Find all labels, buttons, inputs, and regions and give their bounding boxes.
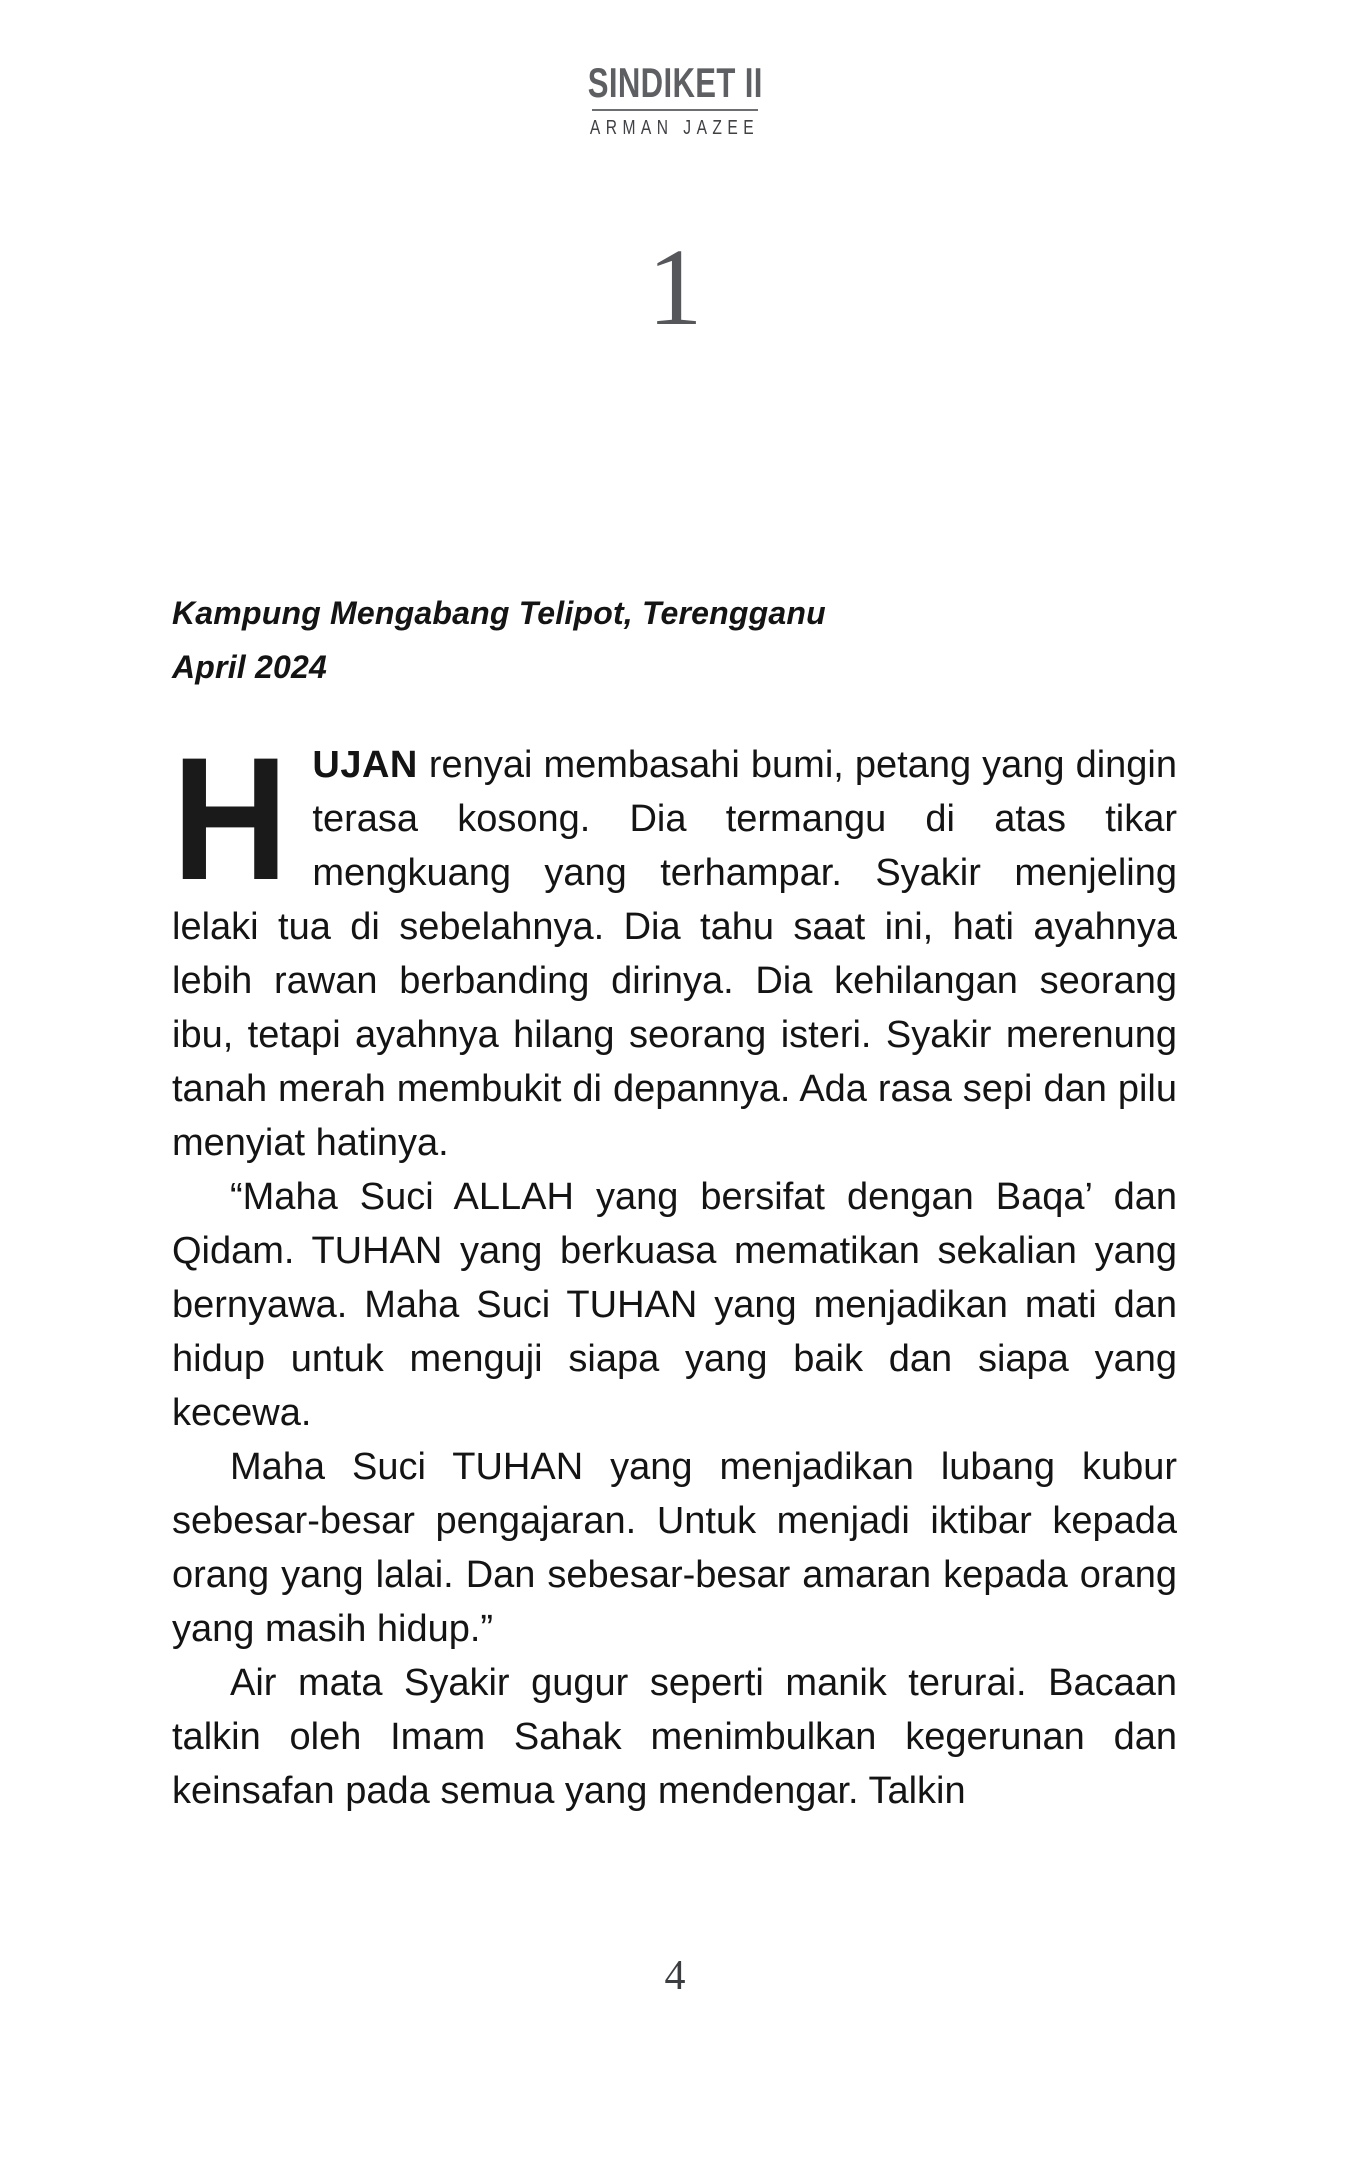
paragraph-2: “Maha Suci ALLAH yang bersifat dengan Baqa’ dan Qidam. TUHAN yang berkuasa mematikan sekalian yang bernyawa. Maha Suci TUHAN yang menjadikan mati dan hidup untuk menguji siapa yang baik dan siapa yang kecewa. (172, 1176, 1177, 1434)
text-block (172, 586, 1177, 1818)
page-number: 4 (664, 1953, 686, 1999)
running-head (0, 59, 1350, 139)
paragraph-1 (172, 722, 1177, 1170)
drop-cap: H (172, 722, 289, 917)
running-head-rule (592, 109, 758, 111)
scene-heading-place: Kampung Mengabang Telipot, Terengganu (172, 595, 826, 631)
running-head-title: SINDIKET II (587, 59, 763, 106)
scene-heading-date: April 2024 (172, 649, 327, 685)
paragraph-1-lead: UJAN (312, 744, 418, 786)
running-head-author: ARMAN JAZEE (590, 117, 760, 139)
paragraph-4: Air mata Syakir gugur seperti manik terurai. Bacaan talkin oleh Imam Sahak menimbulkan kegerunan dan keinsafan pada semua yang mendengar. Talkin (172, 1662, 1177, 1812)
paragraph-3: Maha Suci TUHAN yang menjadikan lubang kubur sebesar-besar pengajaran. Untuk menjadi iktibar kepada orang yang lalai. Dan sebesar-besar amaran kepada orang yang masih hidup.” (172, 1446, 1177, 1650)
scene-heading (172, 586, 1177, 694)
body-copy (172, 722, 1177, 1818)
chapter-number: 1 (647, 226, 703, 348)
paragraph-1-rest: renyai membasahi bumi, petang yang dingin terasa kosong. Dia termangu di atas tikar mengkuang yang terhampar. Syakir menjeling lelaki tua di sebelahnya. Dia tahu saat ini, hati ayahnya lebih rawan berbanding dirinya. Dia kehilangan seorang ibu, tetapi ayahnya hilang seorang isteri. Syakir merenung tanah merah membukit di depannya. Ada rasa sepi dan pilu menyiat hatinya. (172, 744, 1177, 1164)
